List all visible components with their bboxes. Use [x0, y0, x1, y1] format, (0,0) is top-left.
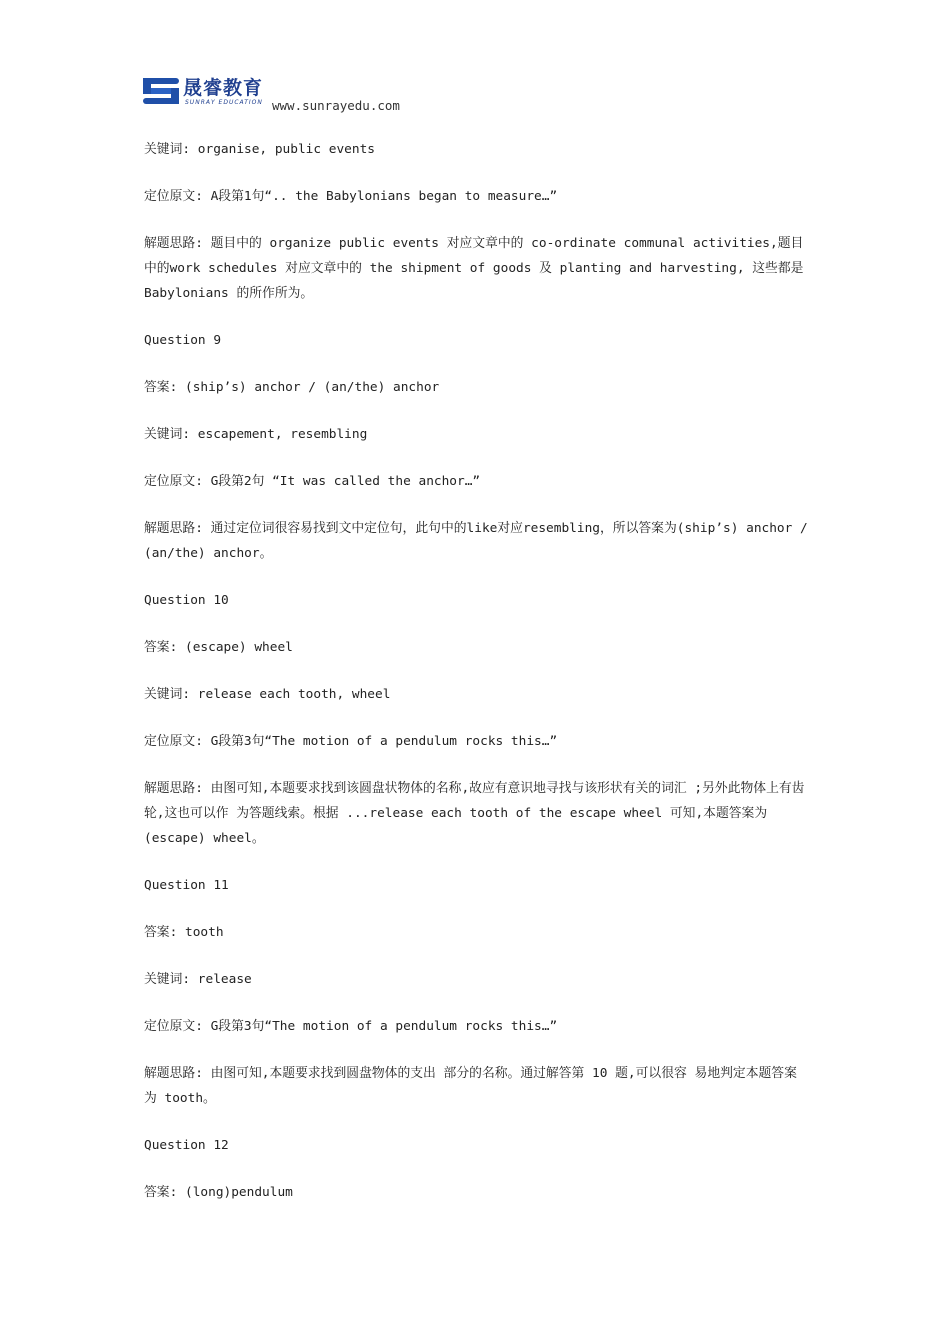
paragraph: 解题思路: 通过定位词很容易找到文中定位句，此句中的like对应resembling，所以答案为(ship’s) anchor / (an/the) anchor。 [144, 521, 808, 561]
paragraph: 答案: (long)pendulum [144, 1185, 293, 1200]
paragraph: 答案: tooth [144, 925, 224, 940]
paragraph: 关键词: release [144, 972, 252, 987]
sunray-logo-icon [143, 78, 179, 104]
paragraph: 答案: (ship’s) anchor / (an/the) anchor [144, 380, 440, 395]
paragraph: 定位原文: G段第2句 “It was called the anchor…” [144, 474, 481, 489]
question-heading: Question 10 [144, 593, 229, 608]
logo-english-name: SUNRAY EDUCATION [185, 99, 263, 106]
paragraph: 解题思路: 由图可知,本题要求找到圆盘物体的支出 部分的名称。通过解答第 10 题,可以很容 易地判定本题答案为 tooth。 [144, 1066, 797, 1106]
paragraph: 关键词: organise, public events [144, 142, 376, 157]
page-header [143, 76, 463, 116]
paragraph: 定位原文: G段第3句“The motion of a pendulum rocks this…” [144, 734, 558, 749]
paragraph: 解题思路: 题目中的 organize public events 对应文章中的 co-ordinate communal activities,题目中的work schedules 对应文章中的 the shipment of goods 及 planting and harvesting, 这些都是 Babylonians 的所作所为。 [144, 236, 804, 301]
paragraph: 关键词: release each tooth, wheel [144, 687, 391, 702]
question-heading: Question 9 [144, 333, 222, 348]
logo-chinese-name: 晟睿教育 [183, 77, 264, 99]
paragraph: 解题思路: 由图可知,本题要求找到该圆盘状物体的名称,故应有意识地寻找与该形状有关的词汇 ;另外此物体上有齿轮,这也可以作 为答题线索。根据 ...release each tooth of the escape wheel 可知,本题答案为 (escape) wheel。 [144, 781, 805, 846]
question-heading: Question 11 [144, 878, 229, 893]
paragraph: 关键词: escapement, resembling [144, 427, 368, 442]
document-body [144, 137, 809, 1227]
paragraph: 答案: (escape) wheel [144, 640, 293, 655]
paragraph: 定位原文: A段第1句“.. the Babylonians began to measure…” [144, 189, 558, 204]
paragraph: 定位原文: G段第3句“The motion of a pendulum rocks this…” [144, 1019, 558, 1034]
site-url: www.sunrayedu.com [272, 98, 400, 113]
question-heading: Question 12 [144, 1138, 229, 1153]
